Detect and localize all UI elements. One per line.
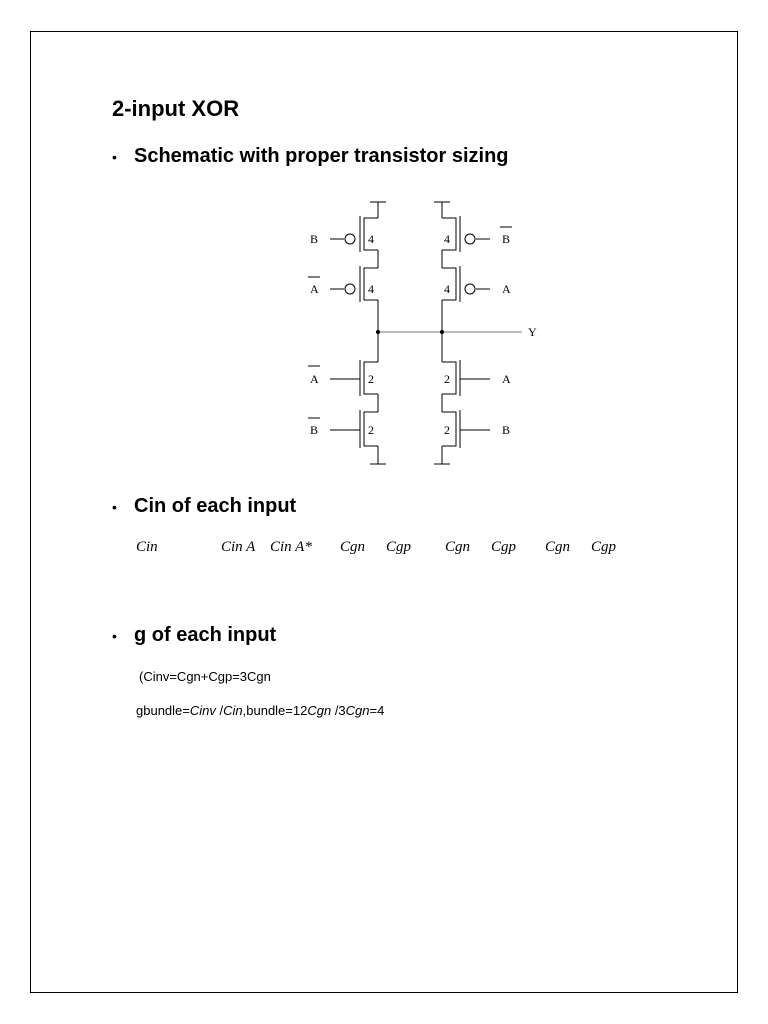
formula-cinv: (Cinv=Cgn+Cgp=3Cgn bbox=[139, 669, 271, 684]
pmos-right-2-size: 4 bbox=[444, 282, 450, 296]
bullet-glyph: • bbox=[112, 498, 117, 515]
cin-term: Cgn bbox=[545, 539, 571, 555]
bullet-glyph: • bbox=[112, 627, 117, 644]
formula-gbundle bbox=[136, 703, 384, 718]
bullet-cin bbox=[112, 495, 296, 518]
pmos-right-1-gate: B bbox=[502, 232, 511, 246]
bullet-g-label: g of each input bbox=[134, 624, 277, 646]
xor-schematic bbox=[300, 196, 550, 468]
nmos-right-2-size: 2 bbox=[444, 423, 450, 437]
pmos-left-1-size: 4 bbox=[368, 232, 374, 246]
nmos-left-2-size: 2 bbox=[368, 423, 374, 437]
formula-part: Cgn bbox=[345, 703, 370, 718]
pmos-left-2-gate: A bbox=[310, 282, 319, 296]
nmos-right-2-gate: B bbox=[502, 423, 511, 437]
nmos-left-1-size: 2 bbox=[368, 372, 374, 386]
formula-part: / bbox=[215, 703, 224, 718]
formula-part: gbundle= bbox=[136, 703, 190, 718]
formula-part: Cinv bbox=[189, 703, 216, 718]
nmos-left-2-gate: B bbox=[310, 423, 319, 437]
pmos-left-1-gate: B bbox=[310, 232, 319, 246]
output-label: Y bbox=[528, 325, 537, 339]
formula-part: Cgn bbox=[307, 703, 332, 718]
formula-part: ,bundle=12 bbox=[242, 703, 308, 718]
cin-term: Cgp bbox=[591, 539, 617, 555]
nmos-left-1-gate: A bbox=[310, 372, 319, 386]
pmos-right-2-gate: A bbox=[502, 282, 511, 296]
bullet-schematic-label: Schematic with proper transistor sizing bbox=[134, 145, 509, 167]
cin-term: Cgp bbox=[386, 539, 412, 555]
cin-term: Cin A* bbox=[270, 539, 312, 555]
page-title: 2-input XOR bbox=[112, 96, 240, 121]
pmos-right-1-size: 4 bbox=[444, 232, 450, 246]
bullet-schematic bbox=[112, 145, 509, 168]
bullet-glyph: • bbox=[112, 148, 117, 165]
cin-term: Cin bbox=[136, 539, 158, 555]
left-output-node bbox=[376, 330, 380, 334]
right-output-node bbox=[440, 330, 444, 334]
formula-part: Cin bbox=[223, 703, 243, 718]
cin-term: Cin A bbox=[221, 539, 256, 555]
bullet-g bbox=[112, 624, 276, 647]
pmos-left-2-size: 4 bbox=[368, 282, 374, 296]
schematic-wires bbox=[308, 202, 522, 464]
cin-term: Cgn bbox=[445, 539, 471, 555]
cin-term: Cgp bbox=[491, 539, 517, 555]
cin-term: Cgn bbox=[340, 539, 366, 555]
formula-part: =4 bbox=[369, 703, 385, 718]
bullet-cin-label: Cin of each input bbox=[134, 495, 297, 517]
nmos-right-1-size: 2 bbox=[444, 372, 450, 386]
formula-part: /3 bbox=[331, 703, 346, 718]
nmos-right-1-gate: A bbox=[502, 372, 511, 386]
